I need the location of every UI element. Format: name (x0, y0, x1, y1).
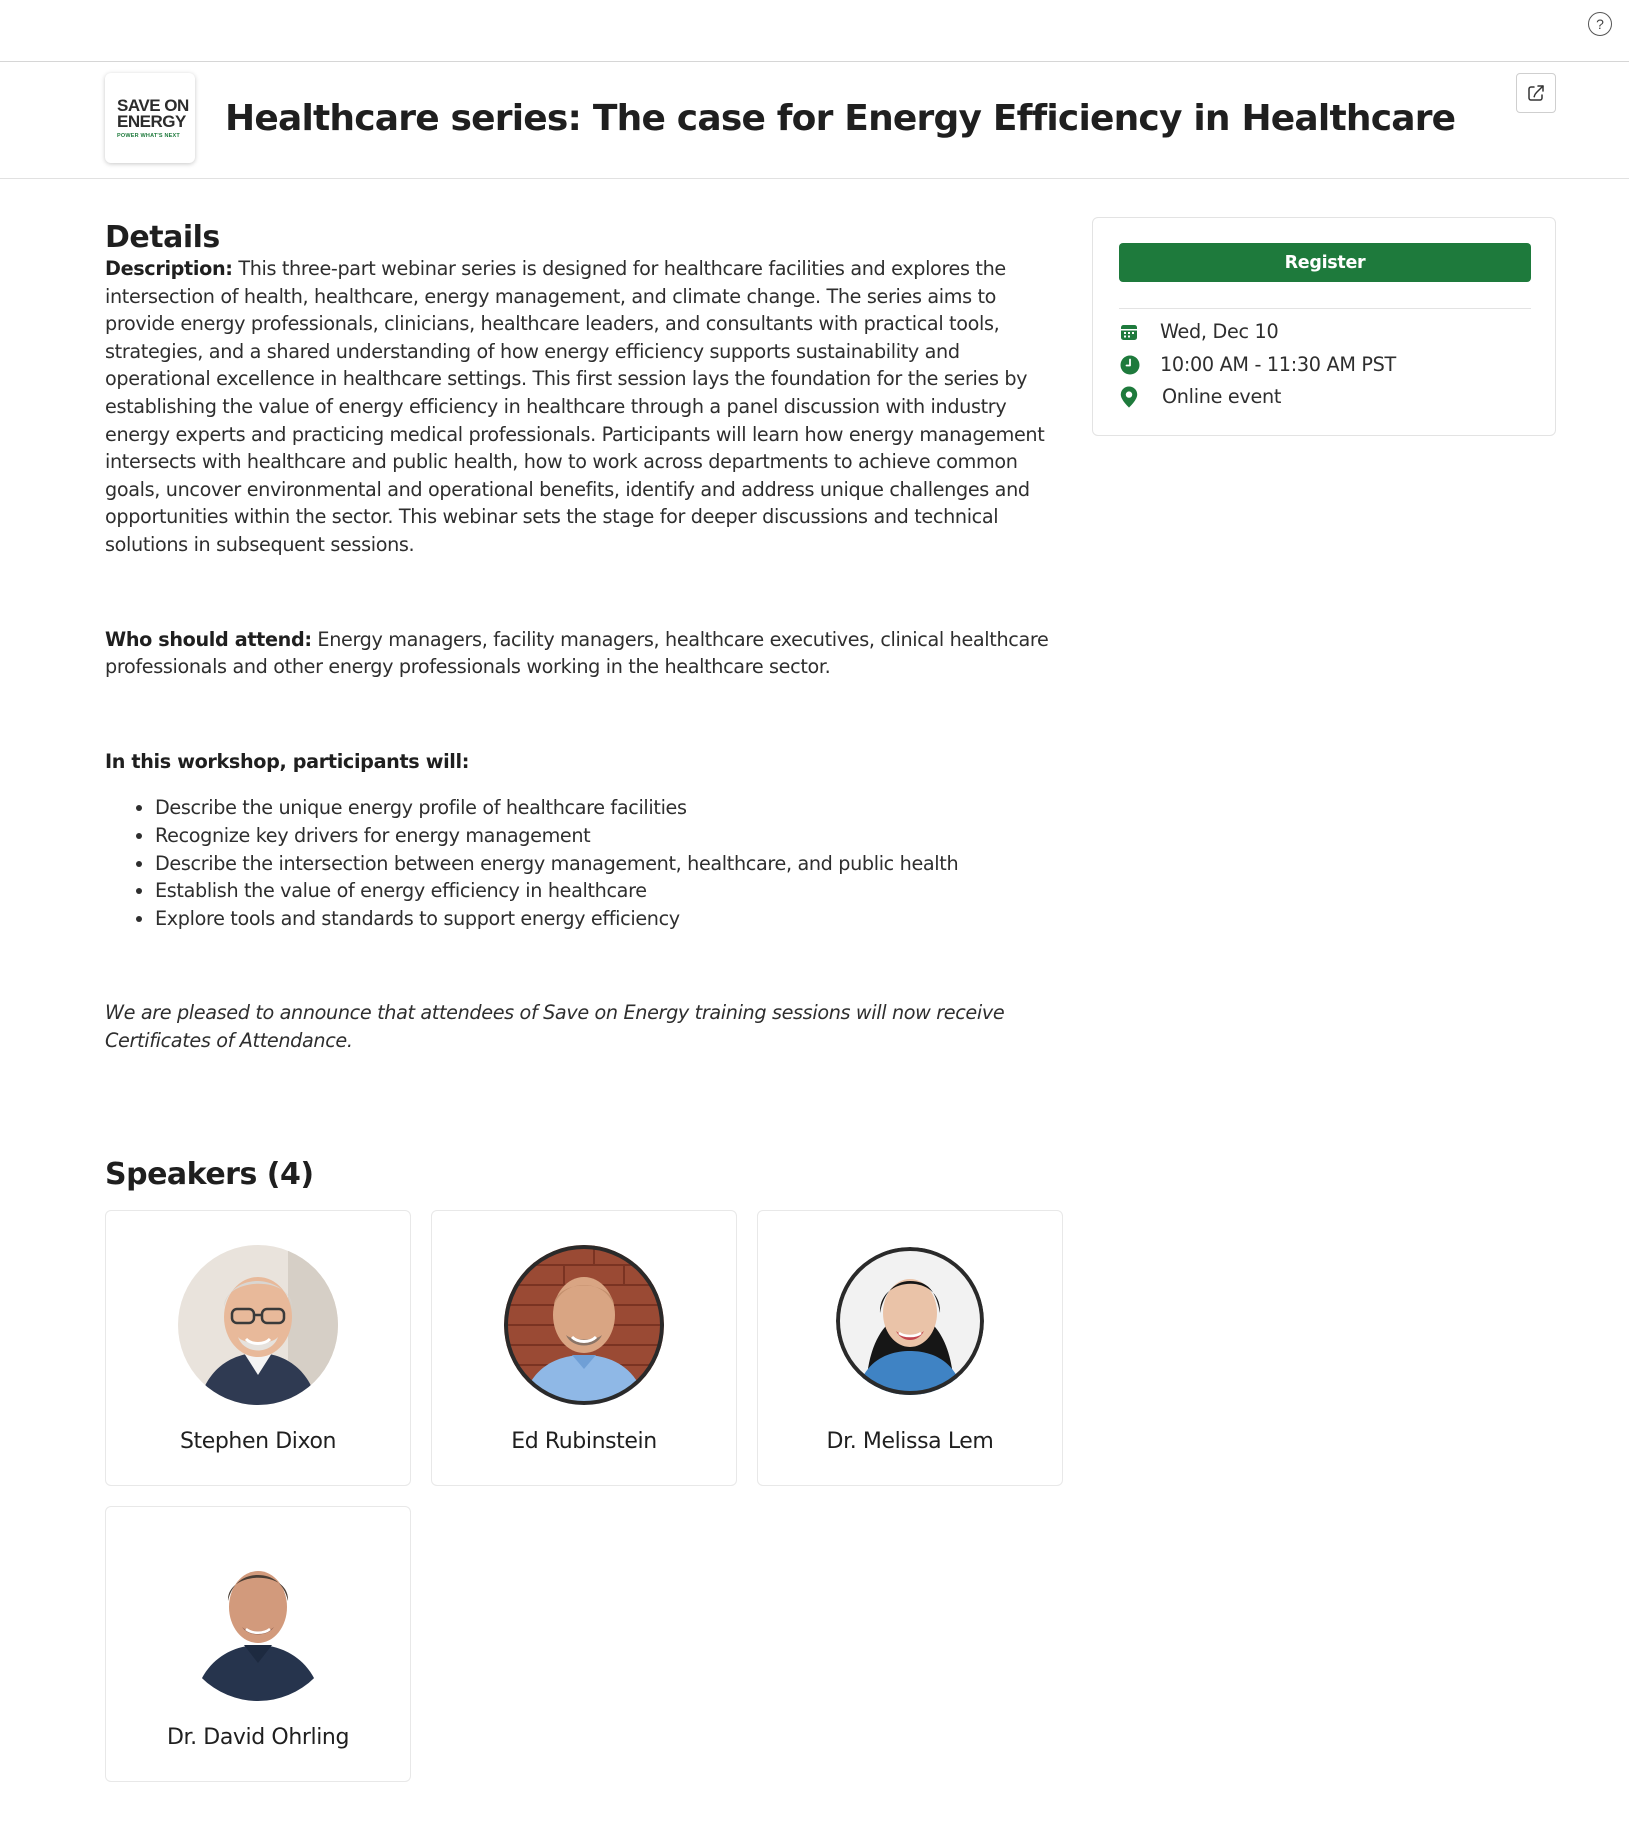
location-pin-icon (1120, 386, 1138, 408)
list-item: • Describe the unique energy profile of healthcare facilities (155, 794, 1065, 822)
share-icon (1526, 83, 1546, 103)
logo-line1: SAVE ON (117, 95, 189, 115)
register-button[interactable]: Register (1119, 243, 1531, 282)
help-icon[interactable]: ? (1588, 12, 1612, 36)
top-bar (0, 0, 1629, 62)
calendar-icon (1120, 323, 1138, 341)
avatar-photo-icon (836, 1247, 984, 1395)
event-location: Online event (1162, 385, 1282, 408)
attend-label: Who should attend: (105, 627, 312, 651)
speaker-name: Ed Rubinstein (511, 1429, 657, 1455)
speakers-heading: Speakers (4) (105, 1157, 314, 1193)
workshop-intro (105, 748, 1065, 776)
logo-line2: ENERGY (117, 111, 186, 131)
speaker-card-ed-rubinstein[interactable] (431, 1210, 737, 1486)
list-item: • Explore tools and standards to support energy efficiency (155, 905, 1065, 933)
certificate-note: We are pleased to announce that attendees of Save on Energy training sessions will now receive Certificates of Attendance. (105, 1001, 1005, 1052)
details-heading: Details (105, 220, 220, 255)
outcomes-list (105, 794, 1065, 932)
speaker-name: Stephen Dixon (179, 1429, 337, 1455)
event-header (0, 62, 1629, 179)
avatar-photo-icon (504, 1245, 664, 1405)
speaker-card-melissa-lem[interactable] (757, 1210, 1063, 1486)
share-button[interactable] (1516, 73, 1556, 113)
main-content (105, 220, 1065, 1782)
attend-text: Energy managers, facility managers, healthcare executives, clinical healthcare professionals and other energy professionals working in the healthcare sector. (105, 627, 1049, 679)
divider (1119, 308, 1531, 309)
clock-icon (1120, 355, 1140, 375)
avatar-photo-icon (178, 1541, 338, 1701)
speaker-avatar (836, 1247, 984, 1395)
speaker-grid (105, 1210, 1065, 1782)
event-location-row (1120, 385, 1281, 408)
save-on-energy-logo (105, 73, 195, 163)
workshop-label: In this workshop, participants will: (105, 749, 470, 773)
list-item: • Establish the value of energy efficiency in healthcare (155, 877, 1065, 905)
logo-tagline: POWER WHAT'S NEXT (117, 132, 180, 139)
speaker-avatar (178, 1541, 338, 1701)
description-text: This three-part webinar series is designed for healthcare facilities and explores the intersection of health, healthcare, energy management, and climate change. The series aims to provide energy professionals, clinicians, healthcare leaders, and consultants with practical tools, strategies, and a shared understanding of how energy efficiency supports sustainability and operational excellence in healthcare settings. This first session lays the foundation for the series by establishing the value of energy efficiency in healthcare through a panel discussion with industry energy experts and practicing medical professionals. Participants will learn how energy management intersects with healthcare and public health, how to work across departments to achieve common goals, uncover environmental and operational benefits, identify and address unique challenges and opportunities within the sector. This webinar sets the stage for deeper discussions and technical solutions in subsequent sessions. (105, 257, 1045, 556)
speaker-avatar (504, 1245, 664, 1405)
speaker-card-david-ohrling[interactable] (105, 1506, 411, 1782)
description-label: Description: (105, 257, 233, 280)
list-item: • Recognize key drivers for energy management (155, 822, 1065, 850)
event-date-row (1120, 320, 1278, 343)
event-info-card (1092, 217, 1556, 436)
speaker-card-stephen-dixon[interactable] (105, 1210, 411, 1486)
speaker-name: Dr. David Ohrling (166, 1725, 350, 1751)
description (105, 255, 1065, 559)
avatar-photo-icon (178, 1245, 338, 1405)
who-should-attend (105, 626, 1065, 681)
event-date: Wed, Dec 10 (1160, 320, 1279, 343)
list-item: • Describe the intersection between energy management, healthcare, and public health (155, 850, 1065, 878)
event-time: 10:00 AM - 11:30 AM PST (1160, 353, 1396, 376)
event-time-row (1120, 353, 1396, 376)
page-title: Healthcare series: The case for Energy Efficiency in Healthcare (225, 98, 1456, 139)
speaker-avatar (178, 1245, 338, 1405)
speaker-name: Dr. Melissa Lem (826, 1429, 994, 1455)
